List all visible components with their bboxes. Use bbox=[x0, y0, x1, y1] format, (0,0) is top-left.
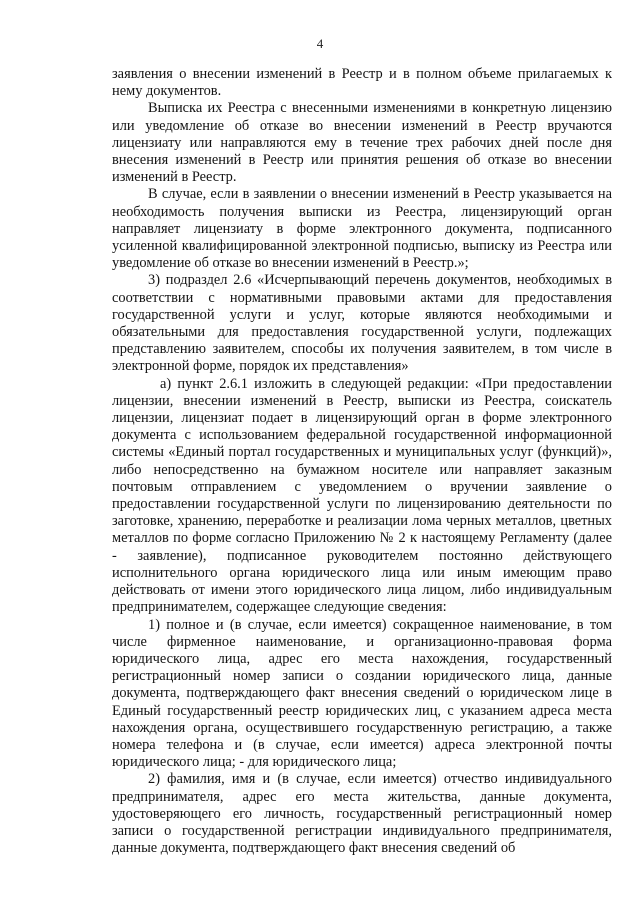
paragraph-continuation: заявления о внесении изменений в Реестр и в полном объеме прилагаемых к нему документов. bbox=[112, 66, 612, 100]
paragraph-point-2-6-1: а) пункт 2.6.1 изложить в следующей редакции: «При предоставлении лицензии, внесении изменений в Реестр, выписки из Реестра, соискатель лицензии, лицензиат подает в лицензирующий орган в форме электронного документа с использованием федеральной государственной информационной системы «Единый портал государственных и муниципальных услуг (функций)», либо непосредственно на бумажном носителе или направляет заказным почтовым отправлением с уведомлением о вручении заявление о предоставлении государственной услуги по лицензированию деятельности по заготовке, хранению, переработке и реализации лома черных металлов, цветных металлов по форме согласно Приложению № 2 к настоящему Регламенту (далее - заявление), подписанное руководителем постоянно действующего исполнительного органа юридического лица или иным имеющим право действовать от имени этого юридического лица лицом, либо индивидуальным предпринимателем, содержащее следующие сведения: bbox=[112, 375, 612, 616]
paragraph-subsection-2-6: 3) подраздел 2.6 «Исчерпывающий перечень документов, необходимых в соответствии с нормативными правовыми актами для предоставления государственной услуги и услуг, которые являются необходимыми и обязательными для предоставления государственной услуги, подлежащих представлению заявителем, способы их получения заявителем, в том числе в электронной форме, порядок их представления» bbox=[112, 272, 612, 375]
paragraph-electronic-extract: В случае, если в заявлении о внесении изменений в Реестр указывается на необходимость получения выписки из Реестра, лицензирующий орган направляет лицензиату в форме электронного документа, подписанного усиленной квалифицированной электронной подписью, выписку из Реестра или уведомление об отказе во внесении изменений в Реестр.»; bbox=[112, 186, 612, 272]
page-number: 4 bbox=[316, 36, 324, 51]
paragraph-extract-delivery: Выписка их Реестра с внесенными изменениями в конкретную лицензию или уведомление об отказе во внесении изменений в Реестр вручаются лицензиату или направляются ему в течение трех рабочих дней после дня внесения изменений в Реестр или принятия решения об отказе во внесении изменений в Реестр. bbox=[112, 100, 612, 186]
document-body bbox=[112, 66, 612, 857]
paragraph-item-2-entrepreneur: 2) фамилия, имя и (в случае, если имеется) отчество индивидуального предпринимателя, адрес его места жительства, данные документа, удостоверяющего его личность, государственный регистрационный номер записи о государственной регистрации индивидуального предпринимателя, данные документа, подтверждающего факт внесения сведений об bbox=[112, 771, 612, 857]
paragraph-item-1-legal-entity: 1) полное и (в случае, если имеется) сокращенное наименование, в том числе фирменное наименование, и организационно-правовая форма юридического лица, адрес его места нахождения, государственный регистрационный номер записи о создании юридического лица, данные документа, подтверждающего факт внесения сведений о юридическом лице в Единый государственный реестр юридических лиц, с указанием адреса места нахождения органа, осуществившего государственную регистрацию, а также номера телефона и (в случае, если имеется) адреса электронной почты юридического лица; - для юридического лица; bbox=[112, 616, 612, 771]
